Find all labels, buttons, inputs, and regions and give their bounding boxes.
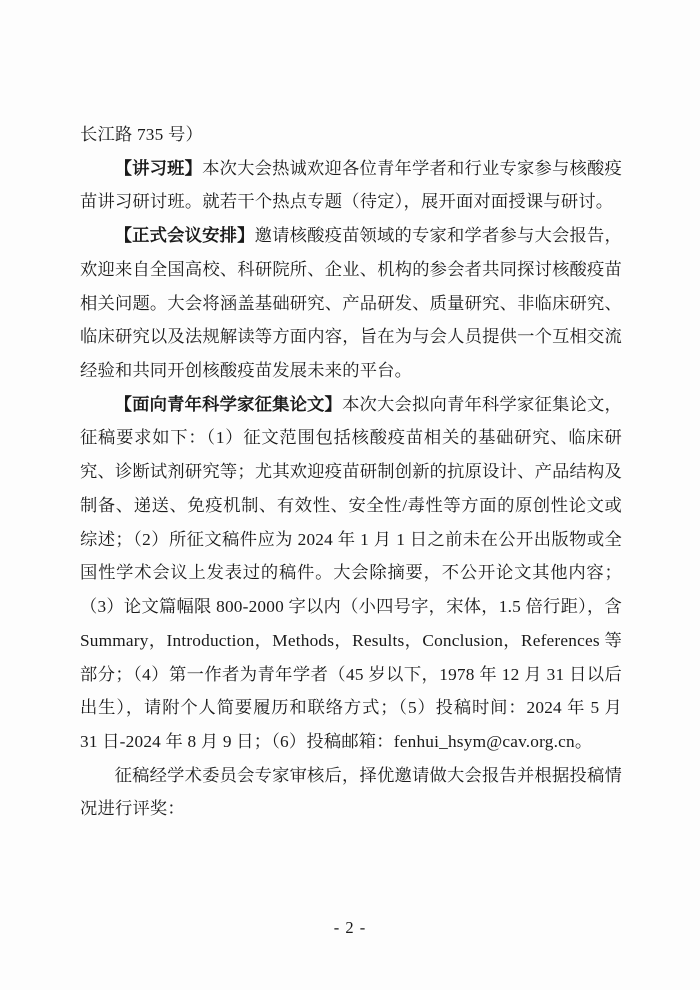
page-number: - 2 -: [333, 918, 367, 937]
paragraph-text: 邀请核酸疫苗领域的专家和学者参与大会报告，欢迎来自全国高校、科研院所、企业、机构的参会者共同探讨核酸疫苗相关问题。大会将涵盖基础研究、产品研发、质量研究、非临床研究、临床研究以及法规解读等方面内容，旨在为与会人员提供一个互相交流经验和共同开创核酸疫苗发展未来的平台。: [80, 226, 622, 381]
paragraph-review-note: [80, 759, 622, 826]
paragraph-workshop: [80, 152, 622, 219]
paragraph-lead-label: 【面向青年科学家征集论文】: [114, 394, 343, 414]
paragraph-text: 本次大会拟向青年科学家征集论文，征稿要求如下：（1）征文范围包括核酸疫苗相关的基础研究、临床研究、诊断试剂研究等；尤其欢迎疫苗研制创新的抗原设计、产品结构及制备、递送、免疫机制、有效性、安全性/毒性等方面的原创性论文或综述；（2）所征文稿件应为 2024 年 1 月 1 日之前未在公开出版物或全国性学术会议上发表过的稿件。大会除摘要，不公开论文其他内容；（3）论文篇幅限 800-2000 字以内（小四号字，宋体，1.5 倍行距），含 Summary，Introduction，Methods，Results，Conclusion，References 等部分；（4）第一作者为青年学者（45 岁以下，1978 年 12 月 31 日以后出生），请附个人简要履历和联络方式；（5）投稿时间：2024 年 5 月 31 日-2024 年 8 月 9 日；（6）投稿邮箱：fenhui_hsym@cav.org.cn。: [80, 394, 622, 751]
paragraph-formal-meeting-arrangement: [80, 219, 622, 388]
paragraph-address-tail: [80, 118, 622, 152]
document-body: [80, 118, 622, 826]
paragraph-call-for-papers: [80, 388, 622, 759]
paragraph-lead-label: 【正式会议安排】: [114, 226, 255, 246]
paragraph-lead-label: 【讲习班】: [114, 158, 203, 178]
paragraph-text: 征稿经学术委员会专家审核后，择优邀请做大会报告并根据投稿情况进行评奖：: [80, 765, 622, 819]
paragraph-text: 本次大会热诚欢迎各位青年学者和行业专家参与核酸疫苗讲习研讨班。就若干个热点专题（待定），展开面对面授课与研讨。: [80, 158, 622, 212]
paragraph-text: 长江路 735 号）: [80, 125, 203, 144]
